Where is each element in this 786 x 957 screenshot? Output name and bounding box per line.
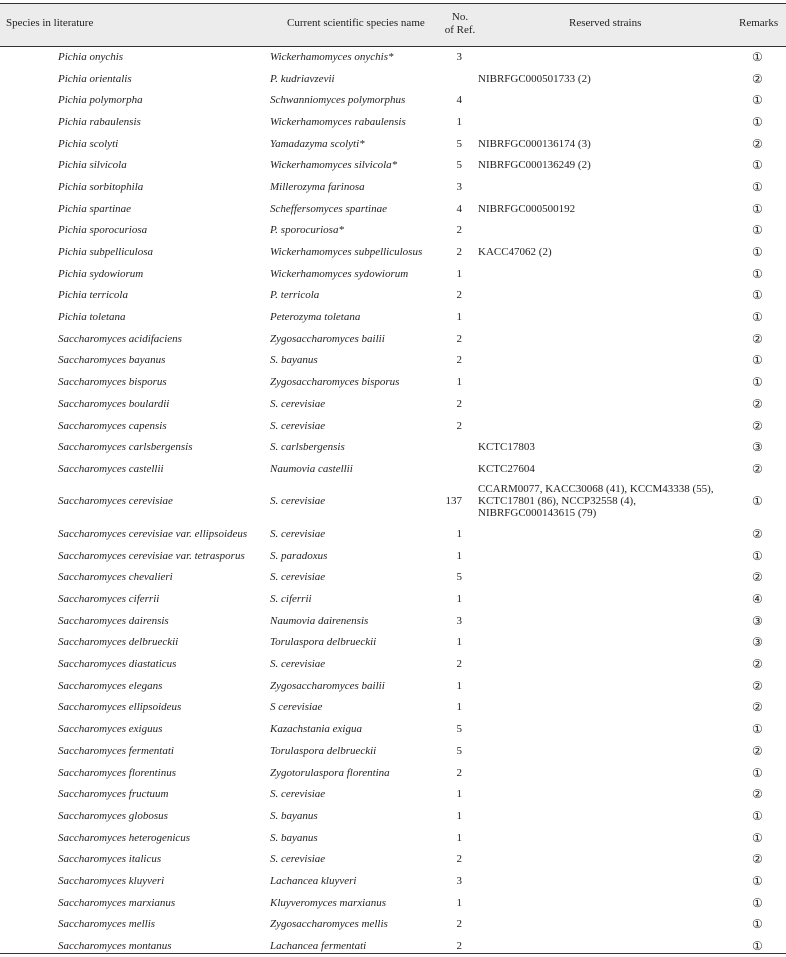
table-row <box>0 848 786 870</box>
ref-count-cell: 1 <box>456 311 462 324</box>
remark-cell: ② <box>752 657 763 672</box>
current-name-text: S. cerevisiae <box>270 853 326 866</box>
ref-count-cell <box>440 458 462 480</box>
current-name-cell <box>270 567 325 589</box>
current-name-cell <box>270 588 312 610</box>
ref-count-cell: 4 <box>456 202 462 215</box>
ref-count-cell <box>440 68 462 90</box>
species-cell: Pichia sydowiorum <box>58 267 144 280</box>
remark-cell: ① <box>752 288 763 303</box>
remark-cell: ② <box>752 678 763 693</box>
species-cell: Pichia spartinae <box>58 202 132 215</box>
remark-cell: ② <box>752 852 763 867</box>
current-name-text: Kazachstania exigua <box>270 723 362 736</box>
reserved-strains-cell <box>478 653 718 675</box>
ref-count-cell: 2 <box>456 853 462 866</box>
ref-count-cell: 2 <box>456 224 462 237</box>
current-name-text: Schwanniomyces polymorphus <box>270 94 406 107</box>
table-row <box>0 371 786 393</box>
remark-cell: ④ <box>752 592 763 607</box>
reserved-strains-cell: CCARM0077, KACC30068 (41), KCCM43338 (55), KCTC17801 (86), NCCP32558 (4), NIBRFGC000143615 (79) <box>478 483 714 520</box>
reserved-strains-cell <box>478 675 718 697</box>
current-name-cell <box>270 783 325 805</box>
reserved-strains-cell <box>478 111 718 133</box>
current-name-text: Wickerhamomyces silvicola* <box>270 159 398 172</box>
table-row <box>0 783 786 805</box>
current-name-cell <box>270 870 356 892</box>
remark-cell: ② <box>752 787 763 802</box>
table-row <box>0 241 786 263</box>
current-name-cell <box>270 241 422 263</box>
reserved-strains-cell <box>478 892 718 914</box>
ref-count-cell: 1 <box>456 788 462 801</box>
species-cell: Saccharomyces montanus <box>58 940 172 953</box>
ref-count-cell: 2 <box>456 289 462 302</box>
reserved-strains-cell <box>478 914 718 936</box>
remark-cell: ① <box>752 939 763 954</box>
species-cell: Saccharomyces acidifaciens <box>58 332 182 345</box>
current-name-text: Torulaspora delbrueckii <box>270 636 377 649</box>
reserved-strains-cell <box>478 285 718 307</box>
species-cell: Saccharomyces ciferrii <box>58 593 160 606</box>
table-row <box>0 545 786 567</box>
current-name-cell <box>270 740 376 762</box>
current-name-cell <box>270 480 325 523</box>
table-row <box>0 914 786 936</box>
ref-count-cell: 1 <box>456 636 462 649</box>
species-cell: Saccharomyces cerevisiae var. tetrasporus <box>58 549 245 562</box>
table-row <box>0 632 786 654</box>
table-row <box>0 415 786 437</box>
remark-cell: ② <box>752 700 763 715</box>
current-name-cell <box>270 545 327 567</box>
remark-cell: ① <box>752 830 763 845</box>
current-name-cell <box>270 89 405 111</box>
species-cell: Pichia polymorpha <box>58 94 143 107</box>
species-cell: Pichia onychis <box>58 50 124 63</box>
remark-cell: ① <box>752 158 763 173</box>
reserved-strains-cell <box>478 46 718 68</box>
ref-count-cell: 1 <box>456 115 462 128</box>
species-cell: Saccharomyces heterogenicus <box>58 831 191 844</box>
current-name-text: Wickerhamomyces sydowiorum <box>270 267 409 280</box>
current-name-text: Naumovia dairenensis <box>270 614 369 627</box>
remark-cell: ① <box>752 201 763 216</box>
species-cell: Saccharomyces carlsbergensis <box>58 441 193 454</box>
species-cell: Pichia orientalis <box>58 72 132 85</box>
current-name-cell <box>270 198 387 220</box>
species-cell: Pichia scolyti <box>58 137 119 150</box>
current-name-cell <box>270 805 318 827</box>
species-cell: Saccharomyces elegans <box>58 679 163 692</box>
remark-cell: ① <box>752 873 763 888</box>
ref-count-cell: 1 <box>456 896 462 909</box>
ref-count-cell: 137 <box>445 495 462 508</box>
species-cell: Saccharomyces globosus <box>58 809 168 822</box>
current-name-text: S. bayanus <box>270 831 318 844</box>
ref-count-cell: 2 <box>456 354 462 367</box>
species-cell: Saccharomyces florentinus <box>58 766 177 779</box>
ref-count-cell: 1 <box>456 809 462 822</box>
header-no-ref-2: of Ref. <box>444 24 476 36</box>
current-name-cell <box>270 675 385 697</box>
remark-cell: ① <box>752 353 763 368</box>
species-cell: Saccharomyces cerevisiae var. ellipsoideus <box>58 527 248 540</box>
ref-count-cell: 1 <box>456 549 462 562</box>
table-row <box>0 567 786 589</box>
species-cell: Pichia sorbitophila <box>58 180 144 193</box>
ref-count-cell: 1 <box>456 593 462 606</box>
reserved-strains-cell: NIBRFGC000136174 (3) <box>478 137 591 150</box>
reserved-strains-cell <box>478 805 718 827</box>
current-name-text: Wickerhamomyces onychis* <box>270 50 394 63</box>
species-cell: Pichia sporocuriosa <box>58 224 148 237</box>
reserved-strains-cell <box>478 827 718 849</box>
table-row <box>0 870 786 892</box>
current-name-text: S. cerevisiae <box>270 527 326 540</box>
reserved-strains-cell: KCTC17803 <box>478 441 535 454</box>
reserved-strains-cell: KCTC27604 <box>478 462 535 475</box>
reserved-strains-cell <box>478 393 718 415</box>
reserved-strains-cell <box>478 740 718 762</box>
table-row <box>0 805 786 827</box>
table-row <box>0 740 786 762</box>
table-row <box>0 198 786 220</box>
ref-count-cell: 2 <box>456 940 462 953</box>
species-cell: Saccharomyces capensis <box>58 419 167 432</box>
current-name-cell <box>270 848 325 870</box>
current-name-text: S. cerevisiae <box>270 397 326 410</box>
ref-count-cell: 2 <box>456 658 462 671</box>
current-name-cell <box>270 610 368 632</box>
ref-count-cell: 5 <box>456 571 462 584</box>
remark-cell: ① <box>752 266 763 281</box>
current-name-cell <box>270 892 386 914</box>
reserved-strains-cell <box>478 263 718 285</box>
remark-cell: ③ <box>752 613 763 628</box>
current-name-text: P. kudriavzevii <box>270 72 335 85</box>
table-row <box>0 523 786 545</box>
current-name-cell <box>270 176 365 198</box>
reserved-strains-cell <box>478 783 718 805</box>
current-name-cell <box>270 111 406 133</box>
reserved-strains-cell <box>478 415 718 437</box>
current-name-cell <box>270 458 353 480</box>
ref-count-cell: 1 <box>456 701 462 714</box>
table-row <box>0 306 786 328</box>
remark-cell: ② <box>752 570 763 585</box>
current-name-cell <box>270 350 318 372</box>
table-row <box>0 133 786 155</box>
remark-cell: ① <box>752 494 763 509</box>
table-row <box>0 176 786 198</box>
reserved-strains-cell: KACC47062 (2) <box>478 246 552 259</box>
ref-count-cell: 2 <box>456 419 462 432</box>
table-row <box>0 89 786 111</box>
current-name-text: Zygosaccharomyces bailii <box>270 332 385 345</box>
table-row <box>0 675 786 697</box>
remark-cell: ① <box>752 895 763 910</box>
ref-count-cell: 2 <box>456 332 462 345</box>
remark-cell: ① <box>752 917 763 932</box>
ref-count-cell: 1 <box>456 527 462 540</box>
header-current-name: Current scientific species name <box>287 17 425 29</box>
current-name-cell <box>270 523 325 545</box>
species-cell: Pichia silvicola <box>58 159 127 172</box>
ref-count-cell: 3 <box>456 50 462 63</box>
table-row <box>0 46 786 68</box>
current-name-cell <box>270 263 408 285</box>
table-row <box>0 350 786 372</box>
current-name-text: Yamadazyma scolyti* <box>270 137 365 150</box>
remark-cell: ② <box>752 71 763 86</box>
ref-count-cell: 4 <box>456 94 462 107</box>
current-name-text: S. ciferrii <box>270 593 312 606</box>
reserved-strains-cell <box>478 523 718 545</box>
table-row <box>0 588 786 610</box>
current-name-cell <box>270 220 344 242</box>
species-cell: Saccharomyces kluyveri <box>58 874 165 887</box>
current-name-text: Zygotorulaspora florentina <box>270 766 390 779</box>
current-name-text: Peterozyma toletana <box>270 311 361 324</box>
species-cell: Saccharomyces castellii <box>58 462 164 475</box>
reserved-strains-cell: NIBRFGC000500192 <box>478 202 576 215</box>
remark-cell: ② <box>752 136 763 151</box>
table-header <box>0 3 786 47</box>
species-cell: Saccharomyces fructuum <box>58 788 169 801</box>
remark-cell: ① <box>752 114 763 129</box>
remark-cell: ② <box>752 418 763 433</box>
reserved-strains-cell <box>478 870 718 892</box>
current-name-text: Zygosaccharomyces mellis <box>270 918 388 931</box>
table-row <box>0 111 786 133</box>
reserved-strains-cell <box>478 371 718 393</box>
current-name-text: Naumovia castellii <box>270 462 353 475</box>
species-cell: Saccharomyces chevalieri <box>58 571 173 584</box>
species-cell: Saccharomyces boulardii <box>58 397 170 410</box>
remark-cell: ③ <box>752 635 763 650</box>
species-cell: Pichia terricola <box>58 289 128 302</box>
reserved-strains-cell: NIBRFGC000501733 (2) <box>478 72 591 85</box>
current-name-text: S. bayanus <box>270 354 318 367</box>
remark-cell: ① <box>752 765 763 780</box>
current-name-cell <box>270 653 325 675</box>
table-row <box>0 762 786 784</box>
current-name-cell <box>270 371 399 393</box>
current-name-cell <box>270 632 376 654</box>
ref-count-cell: 1 <box>456 679 462 692</box>
current-name-cell <box>270 328 385 350</box>
current-name-text: S. bayanus <box>270 809 318 822</box>
current-name-cell <box>270 306 360 328</box>
table-row <box>0 480 786 523</box>
reserved-strains-cell <box>478 220 718 242</box>
current-name-cell <box>270 415 325 437</box>
current-name-cell <box>270 697 322 719</box>
ref-count-cell: 5 <box>456 159 462 172</box>
table-body <box>0 46 786 957</box>
remark-cell: ① <box>752 722 763 737</box>
ref-count-cell: 3 <box>456 874 462 887</box>
reserved-strains-cell <box>478 632 718 654</box>
current-name-text: Wickerhamomyces subpelliculosus <box>270 246 423 259</box>
ref-count-cell: 5 <box>456 137 462 150</box>
remark-cell: ① <box>752 179 763 194</box>
table-row <box>0 436 786 458</box>
ref-count-cell: 2 <box>456 246 462 259</box>
current-name-cell <box>270 762 390 784</box>
species-cell: Saccharomyces delbrueckii <box>58 636 179 649</box>
current-name-text: S cerevisiae <box>270 701 323 714</box>
reserved-strains-cell <box>478 350 718 372</box>
table-row <box>0 393 786 415</box>
header-no-ref-1: No. <box>451 11 469 23</box>
remark-cell: ② <box>752 743 763 758</box>
species-cell: Saccharomyces ellipsoideus <box>58 701 182 714</box>
species-cell: Saccharomyces italicus <box>58 853 162 866</box>
current-name-cell <box>270 46 394 68</box>
remark-cell: ① <box>752 245 763 260</box>
species-cell: Pichia toletana <box>58 311 126 324</box>
current-name-text: S. paradoxus <box>270 549 328 562</box>
header-reserved-strains: Reserved strains <box>569 17 642 29</box>
table-row <box>0 827 786 849</box>
current-name-cell <box>270 68 335 90</box>
species-cell: Saccharomyces bisporus <box>58 376 167 389</box>
table-row <box>0 610 786 632</box>
current-name-text: Zygosaccharomyces bailii <box>270 679 385 692</box>
ref-count-cell: 3 <box>456 614 462 627</box>
current-name-text: S. cerevisiae <box>270 571 326 584</box>
remark-cell: ① <box>752 375 763 390</box>
current-name-text: P. sporocuriosa* <box>270 224 344 237</box>
reserved-strains-cell <box>478 89 718 111</box>
current-name-cell <box>270 285 319 307</box>
current-name-text: S. cerevisiae <box>270 788 326 801</box>
species-cell: Saccharomyces cerevisiae <box>58 495 173 508</box>
table-row <box>0 220 786 242</box>
current-name-text: P. terricola <box>270 289 320 302</box>
ref-count-cell: 1 <box>456 831 462 844</box>
current-name-text: Torulaspora delbrueckii <box>270 744 377 757</box>
ref-count-cell: 1 <box>456 267 462 280</box>
current-name-text: Zygosaccharomyces bisporus <box>270 376 400 389</box>
current-name-text: Lachancea fermentati <box>270 940 367 953</box>
species-cell: Saccharomyces dairensis <box>58 614 169 627</box>
current-name-text: S. cerevisiae <box>270 495 326 508</box>
table-row <box>0 458 786 480</box>
species-cell: Pichia subpelliculosa <box>58 246 154 259</box>
reserved-strains-cell <box>478 697 718 719</box>
header-species: Species in literature <box>6 17 94 29</box>
current-name-cell <box>270 718 362 740</box>
header-remarks: Remarks <box>739 17 779 29</box>
ref-count-cell: 5 <box>456 744 462 757</box>
species-cell: Saccharomyces bayanus <box>58 354 166 367</box>
table-row <box>0 697 786 719</box>
species-cell: Saccharomyces exiguus <box>58 723 163 736</box>
ref-count-cell: 3 <box>456 180 462 193</box>
reserved-strains-cell <box>478 848 718 870</box>
current-name-cell <box>270 133 365 155</box>
table-bottom-rule <box>0 953 786 954</box>
ref-count-cell: 1 <box>456 376 462 389</box>
current-name-text: Kluyveromyces marxianus <box>270 896 386 909</box>
current-name-text: Millerozyma farinosa <box>270 180 365 193</box>
reserved-strains-cell <box>478 567 718 589</box>
remark-cell: ① <box>752 49 763 64</box>
remark-cell: ② <box>752 396 763 411</box>
remark-cell: ③ <box>752 440 763 455</box>
current-name-text: S. carlsbergensis <box>270 441 345 454</box>
reserved-strains-cell: NIBRFGC000136249 (2) <box>478 159 591 172</box>
current-name-cell <box>270 914 388 936</box>
ref-count-cell: 2 <box>456 397 462 410</box>
reserved-strains-cell <box>478 718 718 740</box>
table-row <box>0 68 786 90</box>
table-row <box>0 154 786 176</box>
ref-count-cell <box>440 436 462 458</box>
species-cell: Pichia rabaulensis <box>58 115 141 128</box>
current-name-text: Scheffersomyces spartinae <box>270 202 387 215</box>
species-cell: Saccharomyces fermentati <box>58 744 174 757</box>
reserved-strains-cell <box>478 328 718 350</box>
current-name-cell <box>270 436 345 458</box>
current-name-text: Wickerhamomyces rabaulensis <box>270 115 406 128</box>
reserved-strains-cell <box>478 176 718 198</box>
ref-count-cell: 5 <box>456 723 462 736</box>
table-row <box>0 892 786 914</box>
remark-cell: ② <box>752 461 763 476</box>
current-name-text: S. cerevisiae <box>270 419 326 432</box>
remark-cell: ① <box>752 548 763 563</box>
current-name-cell <box>270 393 325 415</box>
reserved-strains-cell <box>478 545 718 567</box>
reserved-strains-cell <box>478 306 718 328</box>
current-name-cell <box>270 154 397 176</box>
reserved-strains-cell <box>478 610 718 632</box>
reserved-strains-cell <box>478 762 718 784</box>
ref-count-cell: 2 <box>456 918 462 931</box>
species-cell: Saccharomyces marxianus <box>58 896 176 909</box>
table-row <box>0 328 786 350</box>
ref-count-cell: 2 <box>456 766 462 779</box>
remark-cell: ① <box>752 310 763 325</box>
table-row <box>0 653 786 675</box>
species-cell: Saccharomyces mellis <box>58 918 156 931</box>
current-name-text: Lachancea kluyveri <box>270 874 357 887</box>
remark-cell: ① <box>752 223 763 238</box>
species-cell: Saccharomyces diastaticus <box>58 658 177 671</box>
table-row <box>0 263 786 285</box>
reserved-strains-cell <box>478 588 718 610</box>
current-name-cell <box>270 827 318 849</box>
current-name-text: S. cerevisiae <box>270 658 326 671</box>
remark-cell: ② <box>752 526 763 541</box>
remark-cell: ① <box>752 808 763 823</box>
table-row <box>0 718 786 740</box>
table-row <box>0 285 786 307</box>
remark-cell: ① <box>752 93 763 108</box>
remark-cell: ② <box>752 331 763 346</box>
